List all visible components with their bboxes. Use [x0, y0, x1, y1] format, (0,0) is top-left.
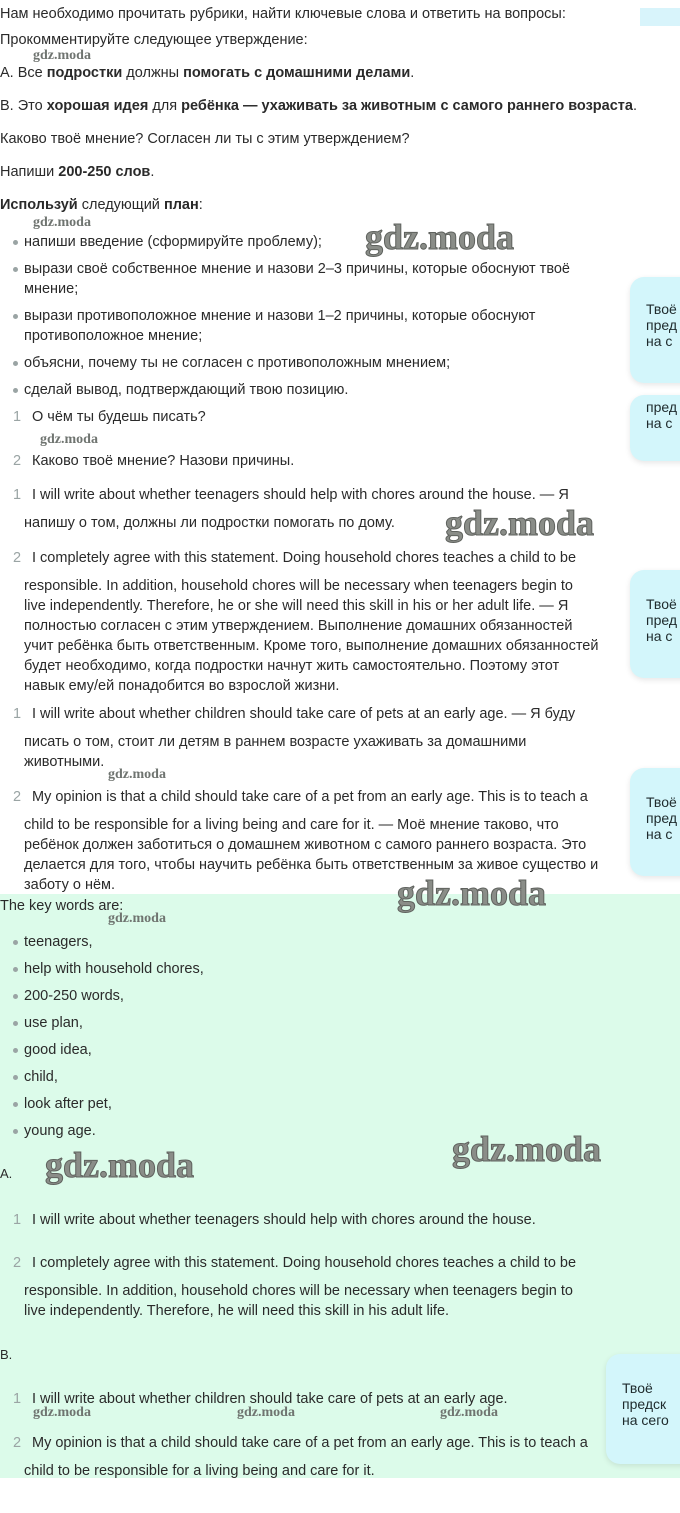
plan-item: объясни, почему ты не согласен с противоположным мнением;: [24, 355, 451, 371]
answer-text-cont: животными.: [24, 754, 105, 770]
tooltip-edge-top: [640, 8, 680, 26]
bullet: [13, 994, 18, 999]
statement-a: A. Все подростки должны помогать с домашними делами.: [0, 65, 415, 81]
answer-text: I completely agree with this statement. Doing household chores teaches a child to be: [32, 1255, 577, 1271]
answer-text-cont: live independently. Therefore, he will need this skill in his adult life.: [24, 1303, 450, 1319]
answer-number: 2: [13, 550, 22, 566]
answer-text: I will write about whether teenagers should help with chores around the house.: [32, 1212, 536, 1228]
answer-text-cont: будет необходимо, когда подростки начнут жить самостоятельно. Поэтому этот: [24, 658, 560, 674]
intro-text: Нам необходимо прочитать рубрики, найти ключевые слова и ответить на вопросы:: [0, 6, 566, 22]
bullet: [13, 967, 18, 972]
bullet: [13, 314, 18, 319]
question-number: 2: [13, 453, 22, 469]
watermark: gdz.moda: [108, 911, 166, 926]
answer-text-cont: делается для того, чтобы научить ребёнка быть ответственным за живое существо и: [24, 857, 599, 873]
answer-number: 2: [13, 1255, 22, 1271]
plan-item-cont: противоположное мнение;: [24, 328, 203, 344]
translation-tooltip[interactable]: пред на с: [630, 395, 680, 461]
bullet: [13, 240, 18, 245]
plan-item: вырази своё собственное мнение и назови 2–3 причины, которые обоснуют твоё: [24, 261, 570, 277]
answer-text-cont: child to be responsible for a living being and care for it. — Моё мнение таково, что: [24, 817, 559, 833]
key-word: help with household chores,: [24, 961, 204, 977]
key-word: 200-250 words,: [24, 988, 124, 1004]
question-text: О чём ты будешь писать?: [32, 409, 206, 425]
bullet: [13, 361, 18, 366]
answer-text-cont: напишу о том, должны ли подростки помогать по дому.: [24, 515, 395, 531]
answer-number: 2: [13, 789, 22, 805]
plan-item-cont: мнение;: [24, 281, 79, 297]
key-word: good idea,: [24, 1042, 92, 1058]
answer-text-cont: полностью согласен с этим утверждением. Выполнение домашних обязанностей: [24, 618, 573, 634]
answer-text-cont: навык ему/ей понадобится во взрослой жизни.: [24, 678, 340, 694]
translation-tooltip[interactable]: Твоё пред на с: [630, 570, 680, 678]
plan-item: вырази противоположное мнение и назови 1–2 причины, которые обоснуют: [24, 308, 536, 324]
watermark: gdz.moda: [237, 1405, 295, 1420]
bullet: [13, 267, 18, 272]
question-number: 1: [13, 409, 22, 425]
key-word: child,: [24, 1069, 58, 1085]
statement-b: B. Это хорошая идея для ребёнка — ухаживать за животным с самого раннего возраста.: [0, 98, 637, 114]
answer-text: I completely agree with this statement. Doing household chores teaches a child to be: [32, 550, 577, 566]
plan-item: напиши введение (сформируйте проблему);: [24, 234, 322, 250]
translation-tooltip[interactable]: Твоё пред на с: [630, 277, 680, 383]
comment-prompt: Прокомментируйте следующее утверждение:: [0, 32, 308, 48]
key-words-title: The key words are:: [0, 898, 124, 914]
answer-text-cont: заботу о нём.: [24, 877, 116, 893]
watermark: gdz.moda: [33, 1405, 91, 1420]
answer-text: My opinion is that a child should take care of a pet from an early age. This is to teach a: [32, 789, 588, 805]
watermark: gdz.moda: [33, 48, 91, 63]
answer-text-cont: писать о том, стоит ли детям в раннем возрасте ухаживать за домашними: [24, 734, 527, 750]
answer-number: 2: [13, 1435, 22, 1451]
bullet: [13, 940, 18, 945]
answer-text-cont: ребёнок должен заботиться о домашнем животном с самого раннего возраста. Это: [24, 837, 587, 853]
translation-tooltip[interactable]: Твоё пред на с: [630, 768, 680, 876]
opinion-question: Каково твоё мнение? Согласен ли ты с этим утверждением?: [0, 131, 410, 147]
section-b-label: B.: [0, 1347, 13, 1362]
answer-text-cont: responsible. In addition, household chores will be necessary when teenagers begin to: [24, 578, 573, 594]
key-word: teenagers,: [24, 934, 93, 950]
answer-text: I will write about whether teenagers should help with chores around the house. — Я: [32, 487, 569, 503]
watermark: gdz.moda: [397, 873, 547, 913]
watermark: gdz.moda: [108, 767, 166, 782]
watermark: gdz.moda: [452, 1129, 602, 1169]
watermark: gdz.moda: [45, 1145, 195, 1185]
bullet: [13, 1102, 18, 1107]
plan-heading: Используй следующий план:: [0, 197, 203, 213]
answer-text: I will write about whether children should take care of pets at an early age. — Я буду: [32, 706, 576, 722]
bullet: [13, 1048, 18, 1053]
watermark: gdz.moda: [440, 1405, 498, 1420]
question-text: Каково твоё мнение? Назови причины.: [32, 453, 295, 469]
key-word: young age.: [24, 1123, 96, 1139]
key-word: look after pet,: [24, 1096, 112, 1112]
watermark: gdz.moda: [365, 217, 515, 257]
bullet: [13, 1075, 18, 1080]
watermark: gdz.moda: [33, 215, 91, 230]
answer-number: 1: [13, 1212, 22, 1228]
answer-text-cont: child to be responsible for a living being and care for it.: [24, 1463, 375, 1479]
answer-text-cont: responsible. In addition, household chores will be necessary when teenagers begin to: [24, 1283, 573, 1299]
watermark: gdz.moda: [445, 503, 595, 543]
plan-item: сделай вывод, подтверждающий твою позицию.: [24, 382, 349, 398]
answer-text-cont: учит ребёнка быть ответственным. Кроме того, выполнение домашних обязанностей: [24, 638, 599, 654]
section-a-label: A.: [0, 1166, 13, 1181]
answer-number: 1: [13, 487, 22, 503]
watermark: gdz.moda: [40, 432, 98, 447]
answer-text: I will write about whether children should take care of pets at an early age.: [32, 1391, 508, 1407]
word-count-instruction: Напиши 200-250 слов.: [0, 164, 155, 180]
answer-text-cont: live independently. Therefore, he or she will need this skill in his or her adult life. — Я: [24, 598, 569, 614]
bullet: [13, 1129, 18, 1134]
answer-text: My opinion is that a child should take care of a pet from an early age. This is to teach a: [32, 1435, 588, 1451]
answer-number: 1: [13, 1391, 22, 1407]
bullet: [13, 1021, 18, 1026]
bullet: [13, 388, 18, 393]
translation-tooltip[interactable]: Твоё предск на сего: [606, 1354, 680, 1464]
key-word: use plan,: [24, 1015, 83, 1031]
answer-number: 1: [13, 706, 22, 722]
